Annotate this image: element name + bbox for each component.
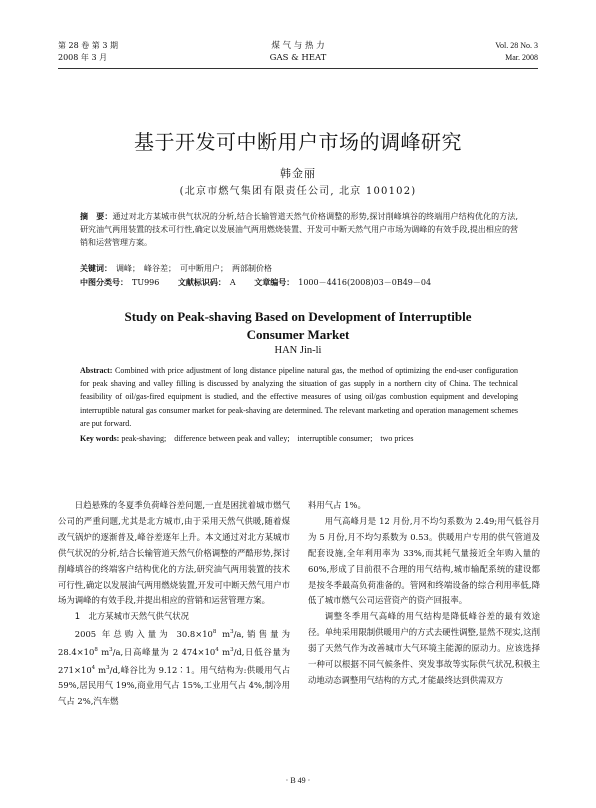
- keywords-cn: [80, 262, 520, 275]
- article-id-label: 文章编号：: [254, 278, 295, 287]
- volume-issue-en: Vol. 28 No. 3: [495, 41, 538, 50]
- body-column-right: [308, 498, 540, 689]
- section-heading-1: 1 北方某城市天然气供气状况: [74, 611, 189, 622]
- article-title: 基于开发可中断用户市场的调峰研究: [134, 130, 462, 154]
- keywords-en-text: peak-shaving; difference between peak and valley; interruptible consumer; two prices: [119, 434, 414, 444]
- abstract-cn-label: 摘 要：: [80, 212, 113, 221]
- author-name-en: HAN Jin-li: [274, 345, 322, 356]
- abstract-en-paragraph: [80, 364, 518, 430]
- section1-paragraph: 2005 年总购入量为 $30.8\times 10^8$ $m^3/a$,销售量为 $28.4\times 10^8$ $m^3/a$,日高峰量为 2 $474\times 10^4$ $m^3/d$,日低谷量为 $271\times 10^4$ $m^3/d$,峰谷比为 9.12∶1。用气结构为:供暖用气占 59%,居民用气 19%,商业用气占 15%,工业用气占 4%,制冷用气占 2%,汽车燃: [58, 629, 290, 707]
- classification-line: [80, 276, 520, 289]
- peak-month-paragraph: 用气高峰月是 12 月份,月不均匀系数为 2.49;用气低谷月为 5 月份,月不均匀系数为 0.53。供暖用户专用的供气管道及配套设施,全年利用率为 33%,而其耗气量接近全年购入量的 60%,形成了目前很不合理的用气结构,城市输配系统的建设都是按冬季最高负荷准备的。管网和终端设备的综合利用率低,降低了城市燃气公司运营资产的资产回报率。: [308, 515, 540, 606]
- abstract-en-text: Combined with price adjustment of long distance pipeline natural gas, the method of optimizing the end-user configuration for peak shaving and valley filling is discussed by analyzing the situation of gas supply in a northern city of China. The technical feasibility of oil/gas-fired equipment is studied, and the effective measures of using oil/gas combustion equipment and developing interruptible natural gas consumer market for peak-shaving are determined. The relevant marketing and operation management schemes are put forward.: [80, 366, 518, 428]
- keywords-cn-label: 关键词：: [80, 264, 112, 273]
- body-column-left: [58, 498, 290, 710]
- volume-issue: 第 28 卷 第 3 期: [58, 41, 118, 50]
- article-title-en: [0, 308, 596, 344]
- keywords-en-label: Key words:: [80, 434, 120, 444]
- keywords-en: [80, 432, 518, 445]
- doc-code-value: A: [229, 278, 236, 287]
- article-title-en-line2: Consumer Market: [246, 327, 350, 342]
- page-number: · B 49 ·: [285, 776, 311, 785]
- intro-paragraph: 日趋悬殊的冬夏季负荷峰谷差问题,一直是困扰着城市燃气公司的严重问题,尤其是北方城市,由于采用天然气供暖,随着煤改气锅炉的逐渐普及,峰谷差逐年上升。本文通过对北方某城市供气状况的分析,结合长输管道天然气价格调整的严酷形势,探讨削峰填谷的终端客户结构优化的方法,研究油气两用装置的技术可行性,确定以发展油气两用燃烧装置,开发可中断天然气用户市场为调峰的有效手段,并提出相应的营销和运营管理方案。: [58, 500, 290, 606]
- structure-adjustment-paragraph: 调整冬季用气高峰的用气结构是降低峰谷差的最有效途径。单纯采用限制供暖用户的方式去硬性调整,显然不现实,这削弱了天然气作为改善城市大气环境主能源的原动力。应该选择一种可以根据不同气候条件、突发事故等实际供气状况,积极主动地动态调整用气结构的方式,才能最终达到供需双方: [308, 611, 540, 685]
- clc-label: 中图分类号：: [80, 278, 128, 287]
- abstract-cn: [80, 210, 518, 249]
- abstract-en: [80, 364, 518, 445]
- abstract-en-label: Abstract:: [80, 366, 113, 375]
- author-affiliation: (北京市燃气集团有限责任公司, 北京 100102): [179, 186, 417, 197]
- clc-value: TU996: [132, 278, 160, 287]
- publication-date-en: Mar. 2008: [505, 53, 538, 62]
- journal-name-en: GAS & HEAT: [269, 53, 327, 63]
- article-id-value: 1000－4416(2008)03－0B49－04: [298, 278, 432, 287]
- publication-date: 2008 年 3 月: [58, 53, 108, 62]
- journal-name-cn: 煤 气 与 热 力: [271, 41, 325, 51]
- author-name: 韩金丽: [280, 167, 316, 180]
- continued-paragraph: 料用气占 1%。: [308, 500, 366, 510]
- doc-code-label: 文献标识码：: [177, 278, 226, 287]
- article-title-en-line1: Study on Peak-shaving Based on Development of Interruptible: [124, 309, 472, 324]
- header-divider: [58, 68, 538, 69]
- running-header-right: [495, 40, 538, 64]
- abstract-cn-text: 通过对北方某城市供气状况的分析,结合长输管道天然气价格调整的形势,探讨削峰填谷的终端用户结构优化的方法,研究油气两用装置的技术可行性,确定以发展油气两用燃烧装置、开发可中断天然气用户市场为调峰的有效手段,提出相应的营销和运营管理方案。: [80, 212, 519, 247]
- keywords-cn-text: 调峰； 峰谷差； 可中断用户； 两部制价格: [116, 264, 272, 273]
